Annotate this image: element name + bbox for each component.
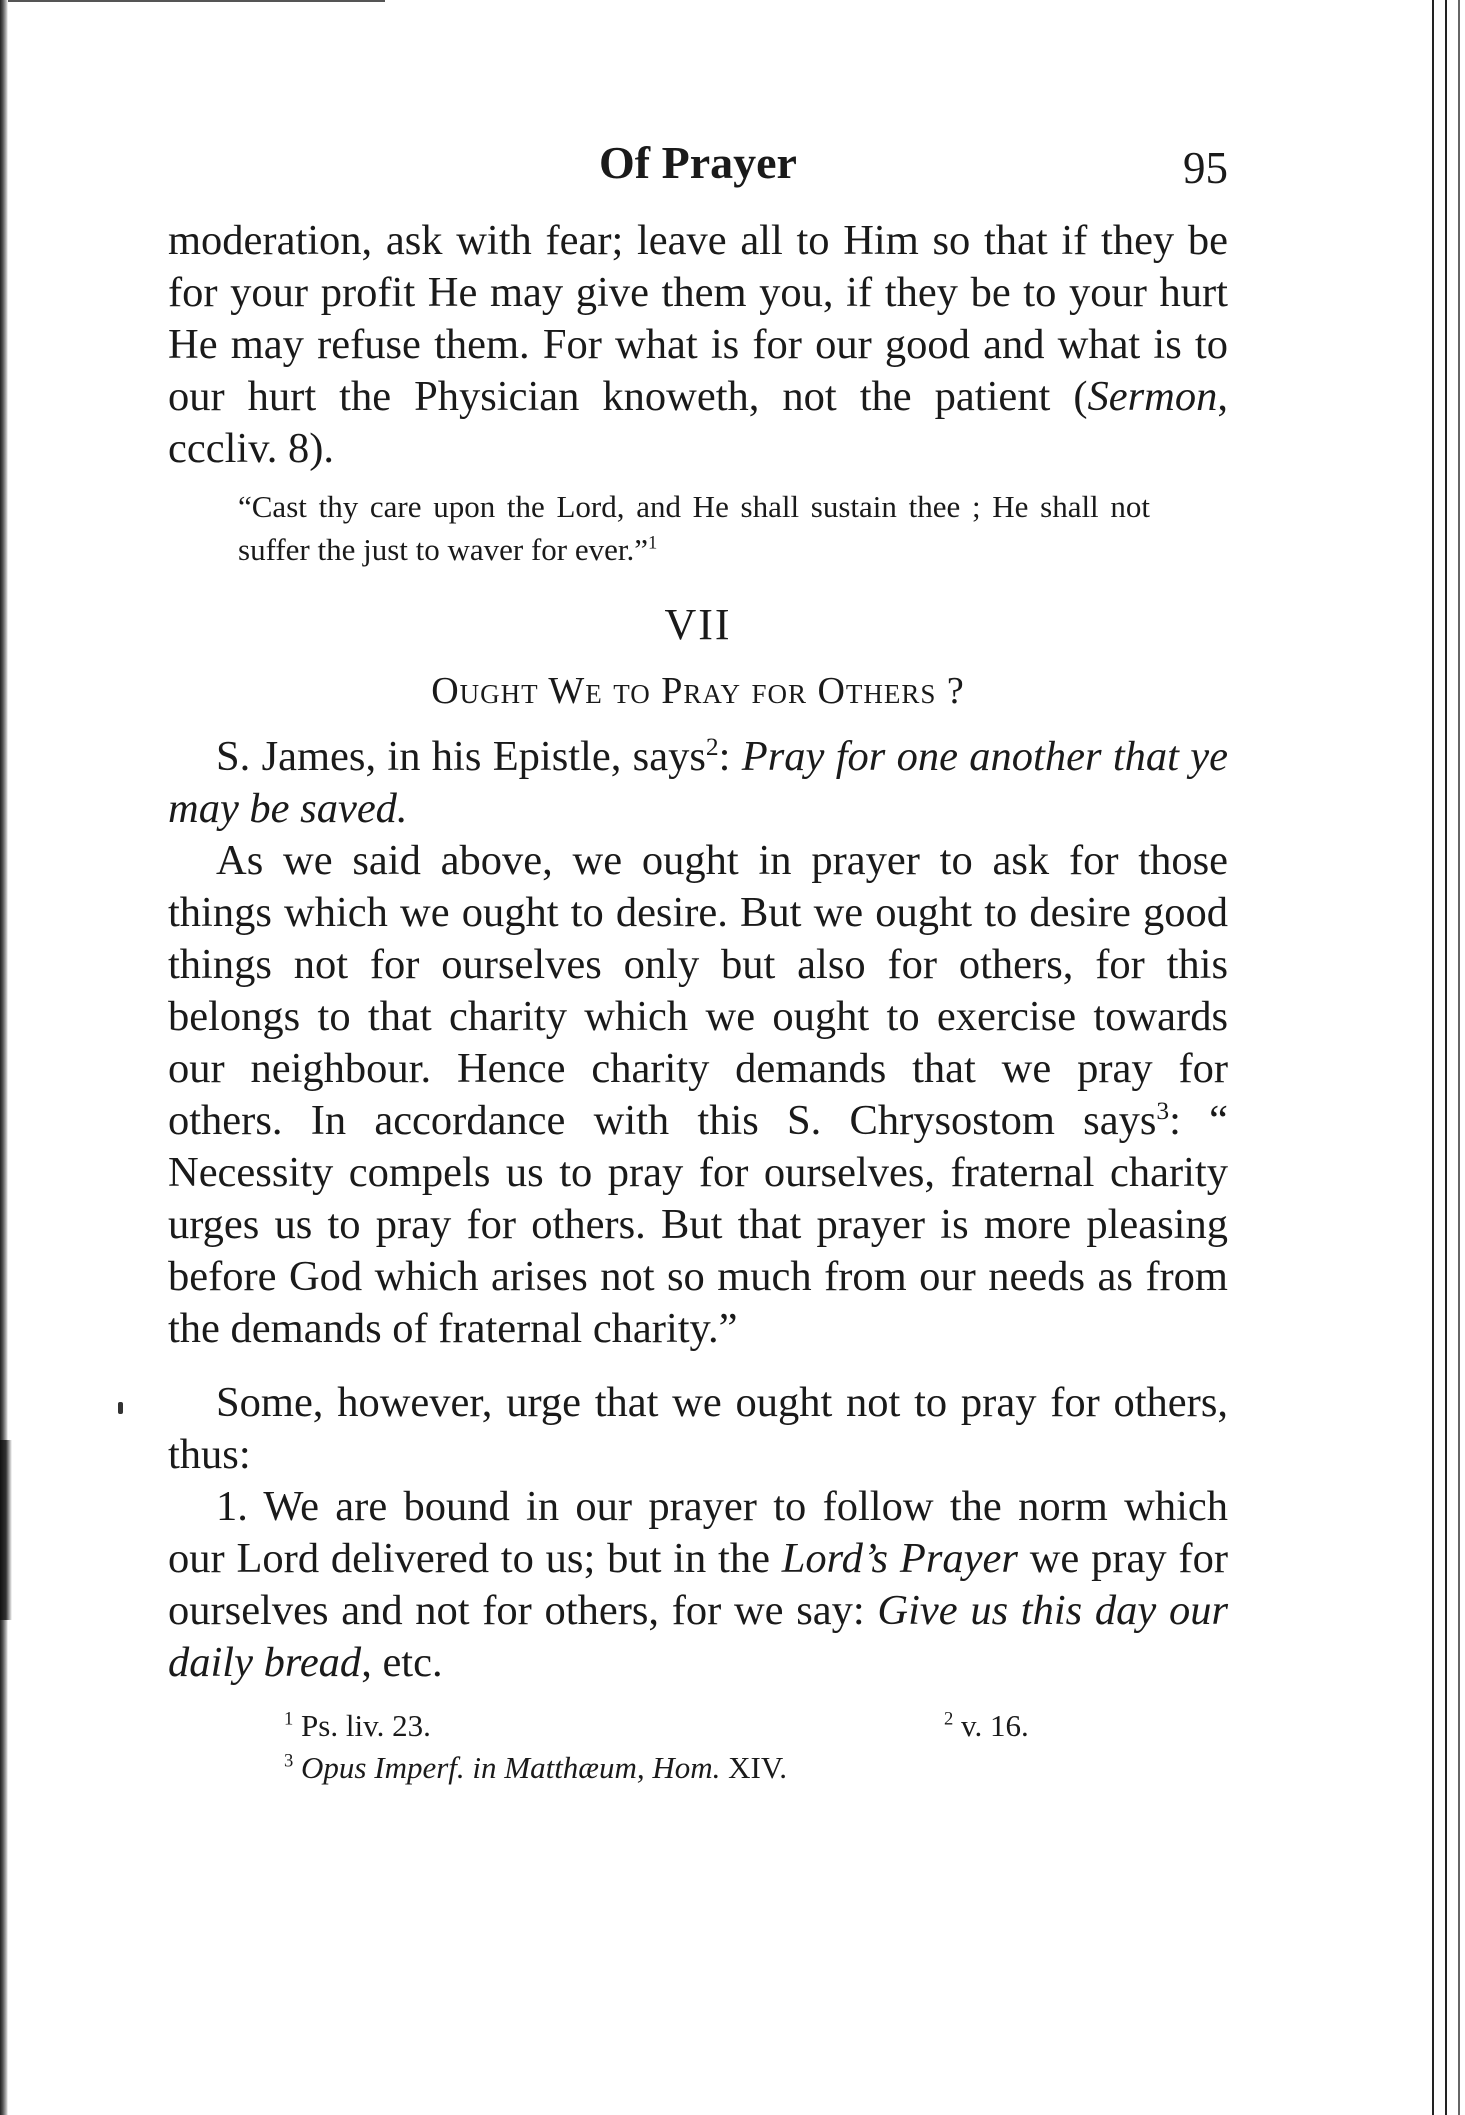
footnote-3 <box>284 1747 1228 1789</box>
footnote-ref: 2 <box>705 731 719 761</box>
footnote-ref: 3 <box>1156 1095 1170 1125</box>
footnote-2 <box>944 1705 1029 1747</box>
paragraph-colon: : <box>718 733 742 780</box>
scan-edge-right <box>1432 0 1434 2115</box>
paragraph-text: As we said above, we ought in prayer to ask for those things which we ought to desire. But we ought to desire good things not for ourselves only but also for others, for this belongs to that charity which we ought to exercise towards our neighbour. Hence charity demands that we pray for others. In accordance with this S. Chrysostom says <box>168 837 1228 1144</box>
paragraph <box>168 1377 1228 1481</box>
footnotes <box>284 1705 1228 1789</box>
paragraph-text: Some, however, urge that we ought not to pray for others, thus: <box>168 1379 1228 1478</box>
paragraph-lead: 1. We are bound in our prayer to follow the norm which our Lord delivered to us; but in the <box>168 1483 1228 1582</box>
section-number: VII <box>664 600 732 649</box>
paragraph-lead: S. James, in his Epistle, says <box>216 733 706 780</box>
paragraph-continuation <box>168 215 1228 475</box>
scripture-quote: Pray for one another that ye may be saved. <box>168 733 1228 832</box>
citation-italic: Sermon <box>1087 373 1218 420</box>
paragraph-mid: we pray for ourselves and not for others, for we say: <box>168 1535 1228 1634</box>
margin-mark <box>118 1402 123 1414</box>
paragraph <box>168 835 1228 1355</box>
footnote-text: Ps. liv. 23. <box>301 1708 431 1743</box>
block-quote <box>238 485 1150 571</box>
footnote-text: v. 16. <box>961 1708 1029 1743</box>
paragraph-tail: , etc. <box>361 1639 443 1686</box>
prayer-quote-italic: Give us this day our daily bread <box>168 1587 1229 1686</box>
page-body <box>168 215 1228 1789</box>
footnote-ref: 1 <box>648 532 658 554</box>
footnote-number: 1 <box>284 1708 294 1730</box>
page-header <box>168 128 1228 198</box>
quote-text: “Cast thy care upon the Lord, and He shall sustain thee ; He shall not suffer the just to waver for ever.” <box>238 489 1150 567</box>
footnote-italic: Opus Imperf. in Matthæum, Hom. <box>301 1750 721 1785</box>
footnote-number: 3 <box>284 1750 294 1772</box>
lords-prayer-italic: Lord’s Prayer <box>781 1535 1018 1582</box>
page-number: 95 <box>1183 143 1228 193</box>
scan-edge-left <box>0 0 8 2115</box>
scan-edge-right <box>1445 0 1447 2115</box>
footnote-number: 2 <box>944 1708 954 1730</box>
scan-edge-left-shadow <box>0 1440 12 1620</box>
paragraph-text: moderation, ask with fear; leave all to Him so that if they be for your profit He may give them you, if they be to your hurt He may refuse them. For what is for our good and what is to our hurt the Physician knoweth, not the patient ( <box>168 217 1228 420</box>
footnote-1 <box>284 1705 944 1747</box>
paragraph <box>168 731 1228 835</box>
footnote-tail: XIV. <box>720 1750 788 1785</box>
scan-edge-right <box>1458 0 1460 2115</box>
paragraph <box>168 1481 1228 1689</box>
footnote-row <box>284 1705 1228 1747</box>
scan-edge-top <box>0 0 385 2</box>
chrysostom-quote: : “ Necessity compels us to pray for ourselves, fraternal charity urges us to pray for others. But that prayer is more pleasing before God which arises not so much from our needs as from the demands of fraternal charity.” <box>168 1097 1228 1352</box>
citation-rest: , cccliv. 8). <box>168 373 1228 472</box>
running-title: Of Prayer <box>599 137 797 188</box>
section-title: Ought We to Pray for Others ? <box>431 670 965 712</box>
